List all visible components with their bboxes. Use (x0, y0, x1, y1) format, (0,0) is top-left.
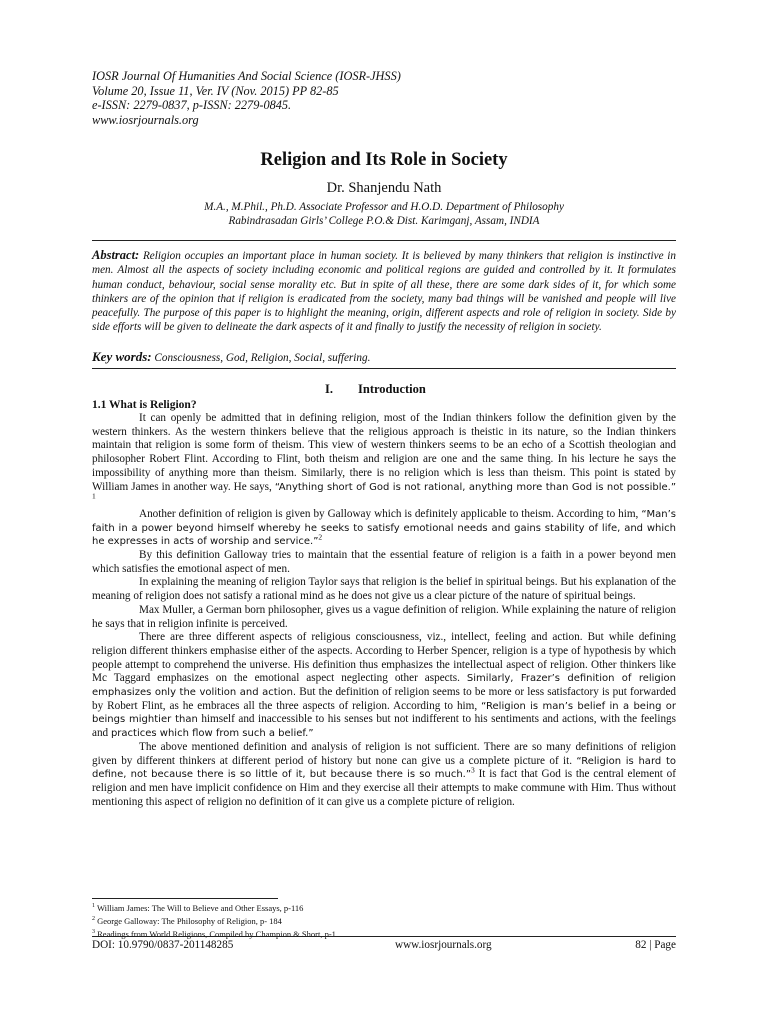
journal-volume: Volume 20, Issue 11, Ver. IV (Nov. 2015) PP 82-85 (92, 83, 339, 98)
section-title: Introduction (358, 382, 426, 396)
quotation: “Religion is man’s belief in a being or beings mightier than (92, 700, 676, 726)
paragraph (92, 412, 676, 508)
page-footer (92, 939, 676, 953)
footnote-text: Readings from World Religions, Compiled by Champion & Short, p-1 (97, 928, 336, 939)
body-text (92, 412, 676, 809)
paper-title: Religion and Its Role in Society (260, 150, 508, 170)
abstract-bottom-rule (92, 368, 676, 369)
paragraph-text: Another definition of religion is given by Galloway which is definitely applicable to theism. According to him, (139, 507, 639, 520)
quotation: “Man’s faith in a power beyond himself whereby he seeks to satisfy emotional needs and gains stability of life, and which he expresses in acts of worship and service.” (92, 508, 677, 548)
footnote-number: 2 (92, 915, 95, 922)
journal-header (92, 69, 682, 127)
keywords-text: Consciousness, God, Religion, Social, suffering. (154, 352, 371, 364)
author-name: Dr. Shanjendu Nath (326, 180, 442, 196)
journal-name: IOSR Journal Of Humanities And Social Science (IOSR-JHSS) (92, 69, 401, 83)
section-number: I. (325, 382, 333, 396)
journal-issn: e-ISSN: 2279-0837, p-ISSN: 2279-0845. (92, 98, 292, 113)
journal-website: www.iosrjournals.org (92, 112, 199, 127)
footer-rule (92, 936, 676, 937)
quotation: practices which flow from such a belief.” (110, 728, 314, 740)
quotation: “Religion is hard to define, not because there is so little of it, but because there is so much.” (92, 755, 676, 781)
footnote (92, 901, 676, 914)
abstract (92, 248, 676, 335)
paragraph-text: It is fact that God is the central element of religion and men have implicit confidence on Him and they exercise all their attempts to make commune with Him. Thus without mentioning this aspect of religion no definition of it can give us a complete picture of religion. (92, 768, 676, 808)
paragraph: Max Muller, a German born philosopher, gives us a vague definition of religion. While explaining the nature of religion he says that in religion infinite is perceived. (92, 603, 676, 630)
footnote-number: 1 (92, 903, 95, 909)
footer-website: www.iosrjournals.org (395, 939, 492, 951)
abstract-top-rule (92, 240, 676, 241)
paragraph-text: It can openly be admitted that in defining religion, most of the Indian thinkers follow the definition given by the western thinkers. As the western thinkers believe that the religious approach is theistic in its nature, so the Indian thinkers maintain that religion is some form of theism. This view of western thinkers seems to be an echo of a Scottish theologian and philosopher Robert Flint. According to Flint, both theism and religion are one and the same thing. In his lecture he says the impossibility of anything more than theism. Similarly, there is no religion which is less than theism. This point is stated by William James in another way. He says, (92, 412, 676, 493)
paragraph (92, 631, 676, 741)
footnote (92, 927, 676, 940)
quotation: Similarly, Frazer’s definition of religion emphasizes only the volition and action. (92, 673, 677, 699)
paragraph: In explaining the meaning of religion Taylor says that religion is the belief in spiritual beings. But his explanation of the meaning of religion does not satisfy a rational mind as he does not give us a clear picture of the nature of spiritual beings. (92, 576, 676, 603)
keywords-label: Key words: (92, 349, 152, 364)
paragraph-text: The above mentioned definition and analysis of religion is not sufficient. There are so many definitions of religion given by different thinkers at different period of history but none can give us a complete picture of it. (92, 740, 676, 767)
footnote (92, 914, 676, 927)
author-affiliation-line-1: M.A., M.Phil., Ph.D. Associate Professor and H.O.D. Department of Philosophy (204, 201, 564, 213)
abstract-text: Religion occupies an important place in human society. It is believed by many thinkers that religion is instinctive in men. Almost all the aspects of society including economic and political regions are guided and controlled by it. It formulates human conduct, behaviour, social sense morality etc. But in spite of all these, there are some dark sides of it, for which some thinkers are of the opinion that if religion is eradicated from the society, many bad things will be vanished and people will live peacefully. The purpose of this paper is to highlight the meaning, origin, different aspects and role of religion in society. Side by side efforts will be given to delineate the dark aspects of it and finally to justify the necessity of religion in society. (92, 250, 676, 334)
keywords (92, 349, 676, 365)
page-number: 82 | Page (635, 939, 676, 951)
footnote-text: George Galloway: The Philosophy of Religion, p- 184 (97, 915, 282, 926)
footnote-number: 3 (92, 928, 95, 935)
footnote-reference: 3 (471, 765, 475, 775)
paragraph-text: himself and inaccessible to his senses but not indifferent to his sentiments and actions, with the feelings and (92, 713, 677, 740)
footer-doi: DOI: 10.9790/0837-201148285 (92, 939, 234, 951)
paragraph: By this definition Galloway tries to maintain that the essential feature of religion is a faith in a power beyond men which satisfies the emotional aspect of men. (92, 549, 676, 575)
footnotes (92, 901, 676, 939)
footnote-reference: 1 (92, 491, 96, 501)
abstract-label: Abstract: (92, 248, 140, 262)
paragraph (92, 741, 676, 810)
paragraph-text: There are three different aspects of religious consciousness, viz., intellect, feeling and action. But while defining religion different thinkers emphasise either of the aspects. According to Herber Spencer, religion is a type of hypothesis by which people attempt to comprehend the universe. His definition thus emphasizes the intellectual aspect of religion. Other thinkers like Mc Taggard emphasizes on the emotional aspect neglecting other aspects. (92, 631, 676, 685)
author-affiliation-line-2: Rabindrasadan Girls’ College P.O.& Dist. Karimganj, Assam, INDIA (228, 215, 540, 227)
subsection-heading: 1.1 What is Religion? (92, 399, 197, 411)
footnote-rule (92, 898, 278, 899)
paragraph (92, 508, 676, 549)
quotation: “Anything short of God is not rational, anything more than God is not possible.” (274, 481, 677, 493)
footnote-reference: 2 (318, 532, 323, 542)
footnote-text: William James: The Will to Believe and Other Essays, p-116 (96, 902, 304, 913)
paragraph-text: But the definition of religion seems to be more or less satisfactory is put forwarded by Robert Flint, as he embraces all the three aspects of religion. According to him, (92, 686, 677, 712)
